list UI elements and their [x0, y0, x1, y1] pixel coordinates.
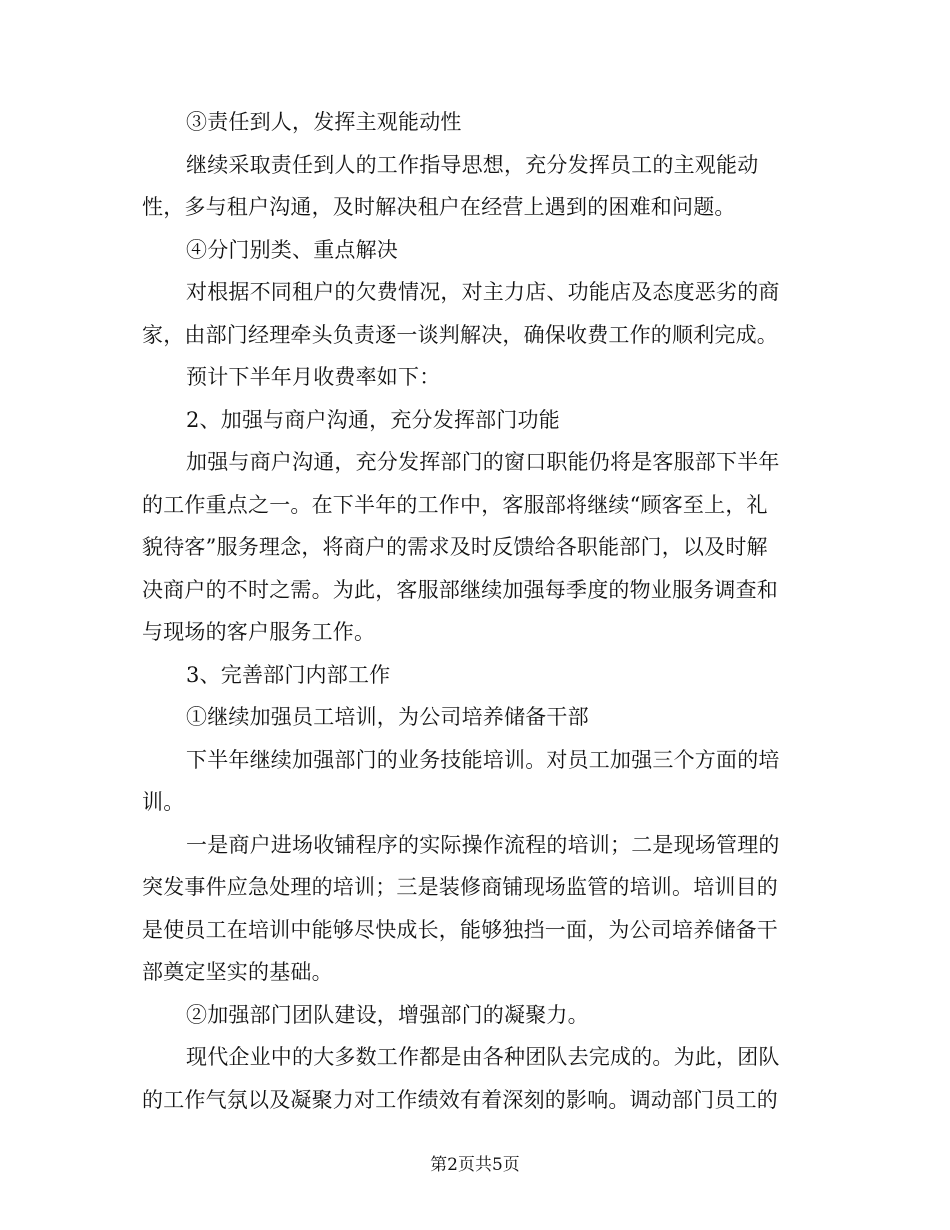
paragraph-line: 预计下半年月收费率如下：: [186, 365, 441, 389]
paragraph-line: 决商户的不时之需。为此，客服部继续加强每季度的物业服务调查和: [142, 577, 778, 602]
paragraph-line: 突发事件应急处理的培训；三是装修商铺现场监管的培训。培训目的: [142, 875, 778, 899]
paragraph-line: 家，由部门经理牵头负责逐一谈判解决，确保收费工作的顺利完成。: [142, 322, 778, 347]
paragraph-line: 性，多与租户沟通，及时解决租户在经营上遇到的困难和问题。: [142, 195, 736, 219]
heading-internal-work: 3、完善部门内部工作: [186, 662, 391, 687]
paragraph-line: 加强与商户沟通，充分发挥部门的窗口职能仍将是客服部下半年: [186, 450, 780, 474]
paragraph-line: 貌待客”服务理念，将商户的需求及时反馈给各职能部门，以及时解: [142, 535, 768, 559]
paragraph-line: 是使员工在培训中能够尽快成长，能够独挡一面，为公司培养储备干: [142, 917, 778, 942]
paragraph-line: 训。: [142, 790, 185, 814]
paragraph-line: 部奠定坚实的基础。: [142, 960, 333, 984]
paragraph-line: 继续采取责任到人的工作指导思想，充分发挥员工的主观能动: [186, 152, 759, 177]
paragraph-line: 对根据不同租户的欠费情况，对主力店、功能店及态度恶劣的商: [186, 280, 780, 304]
heading-training: ①继续加强员工培训，为公司培养储备干部: [186, 705, 589, 729]
paragraph-line: 现代企业中的大多数工作都是由各种团队去完成的。为此，团队: [186, 1045, 780, 1069]
document-body: [142, 101, 808, 1121]
paragraph-line: 与现场的客户服务工作。: [142, 620, 376, 644]
page-number-footer: 第2页共5页: [430, 1155, 520, 1175]
heading-responsibility: ③责任到人，发挥主观能动性: [186, 110, 462, 134]
paragraph-line: 下半年继续加强部门的业务技能培训。对员工加强三个方面的培: [186, 747, 780, 772]
paragraph-line: 的工作气氛以及凝聚力对工作绩效有着深刻的影响。调动部门员工的: [142, 1087, 778, 1112]
heading-communication: 2、加强与商户沟通，充分发挥部门功能: [186, 407, 560, 432]
paragraph-line: 一是商户进场收铺程序的实际操作流程的培训；二是现场管理的: [186, 832, 780, 857]
paragraph-line: 的工作重点之一。在下半年的工作中，客服部将继续“顾客至上，礼: [142, 492, 768, 517]
heading-team-building: ②加强部门团队建设，增强部门的凝聚力。: [186, 1002, 589, 1027]
heading-categorize: ④分门别类、重点解决: [186, 237, 398, 262]
